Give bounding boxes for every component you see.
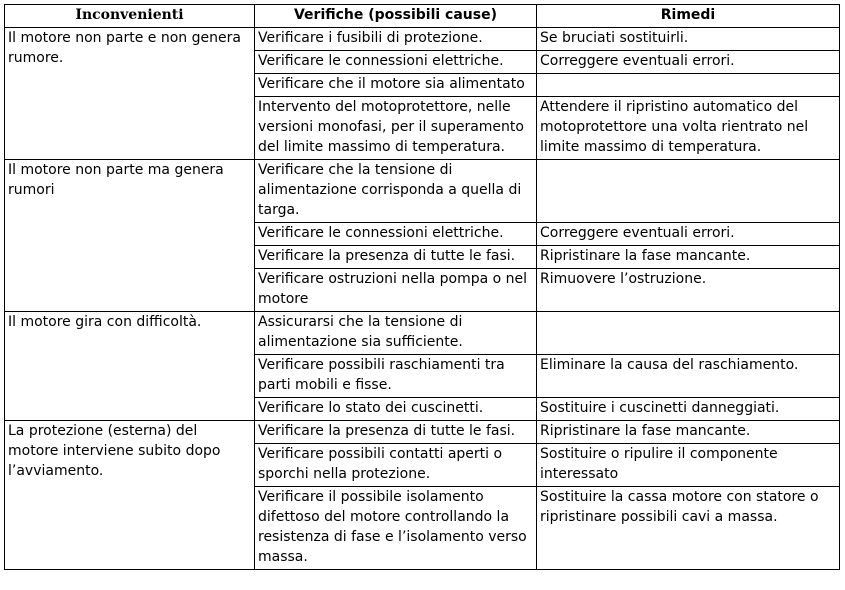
remedy-cell: Sostituire i cuscinetti danneggiati. [537,398,840,421]
remedy-cell: Eliminare la causa del raschiamento. [537,355,840,398]
table-row [5,312,840,355]
check-cell: Verificare la presenza di tutte le fasi. [255,421,537,444]
check-cell: Intervento del motoprotettore, nelle versioni monofasi, per il superamento del limite massimo di temperatura. [255,97,537,160]
troubleshooting-table [4,4,840,570]
check-cell: Verificare i fusibili di protezione. [255,28,537,51]
check-cell: Verificare possibili raschiamenti tra parti mobili e fisse. [255,355,537,398]
table-body [5,28,840,570]
table-row [5,160,840,223]
remedy-cell: Attendere il ripristino automatico del motoprotettore una volta rientrato nel limite massimo di temperatura. [537,97,840,160]
check-cell: Verificare la presenza di tutte le fasi. [255,246,537,269]
header-rimedi: Rimedi [537,5,840,28]
check-cell: Verificare possibili contatti aperti o sporchi nella protezione. [255,444,537,487]
remedy-cell: Sostituire la cassa motore con statore o ripristinare possibili cavi a massa. [537,487,840,570]
problem-cell: Il motore non parte ma genera rumori [5,160,255,312]
remedy-cell: Correggere eventuali errori. [537,51,840,74]
remedy-cell: Correggere eventuali errori. [537,223,840,246]
header-inconvenienti: Inconvenienti [5,5,255,28]
check-cell: Verificare le connessioni elettriche. [255,51,537,74]
remedy-cell [537,160,840,223]
remedy-cell: Ripristinare la fase mancante. [537,246,840,269]
header-row [5,5,840,28]
remedy-cell: Sostituire o ripulire il componente interessato [537,444,840,487]
table-row [5,28,840,51]
problem-cell: Il motore gira con difficoltà. [5,312,255,421]
check-cell: Verificare il possibile isolamento difettoso del motore controllando la resistenza di fase e l’isolamento verso massa. [255,487,537,570]
problem-cell: La protezione (esterna) del motore interviene subito dopo l’avviamento. [5,421,255,570]
check-cell: Verificare che il motore sia alimentato [255,74,537,97]
check-cell: Verificare che la tensione di alimentazione corrisponda a quella di targa. [255,160,537,223]
check-cell: Verificare lo stato dei cuscinetti. [255,398,537,421]
remedy-cell [537,312,840,355]
remedy-cell [537,74,840,97]
remedy-cell: Rimuovere l’ostruzione. [537,269,840,312]
check-cell: Assicurarsi che la tensione di alimentazione sia sufficiente. [255,312,537,355]
check-cell: Verificare ostruzioni nella pompa o nel motore [255,269,537,312]
remedy-cell: Ripristinare la fase mancante. [537,421,840,444]
table-row [5,421,840,444]
check-cell: Verificare le connessioni elettriche. [255,223,537,246]
problem-cell: Il motore non parte e non genera rumore. [5,28,255,160]
header-verifiche: Verifiche (possibili cause) [255,5,537,28]
remedy-cell: Se bruciati sostituirli. [537,28,840,51]
